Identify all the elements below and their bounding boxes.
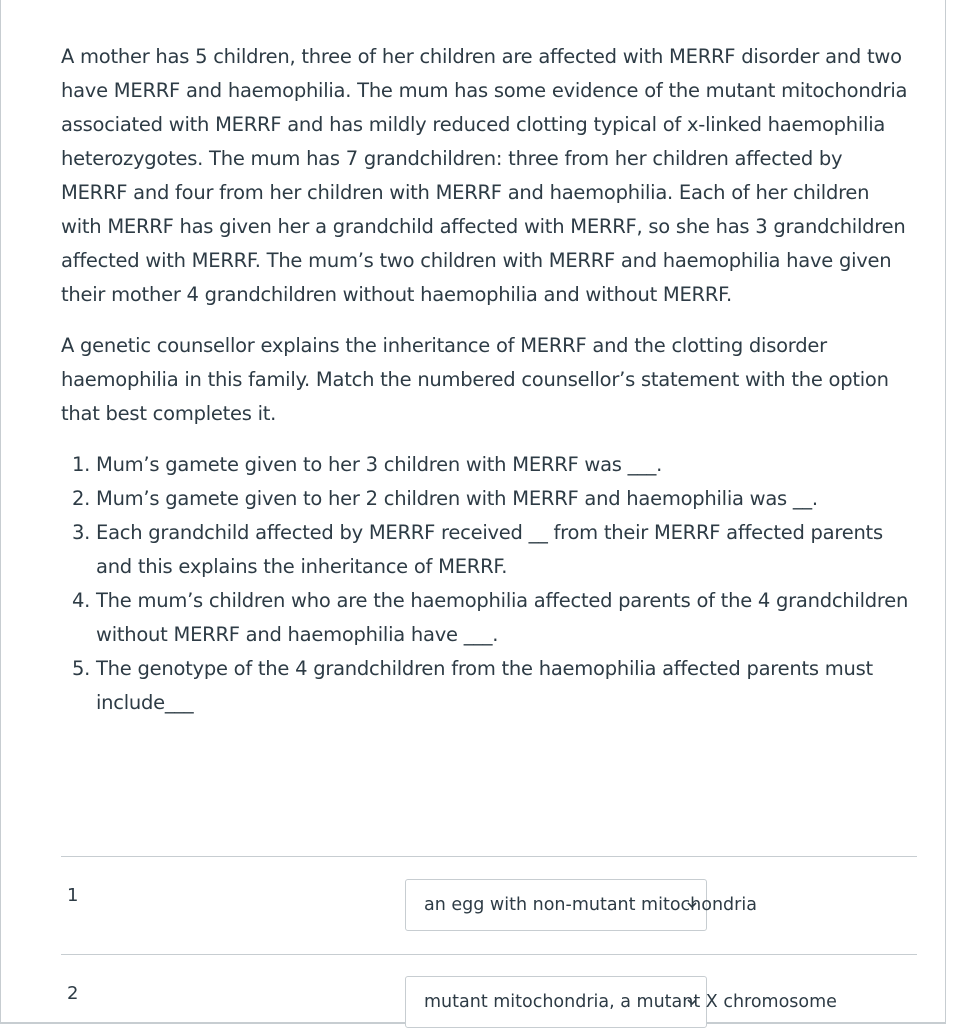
answer-divider [61,954,917,955]
question-text [61,40,911,720]
answer-select-2[interactable] [405,976,837,1028]
answer-select-value: mutant mitochondria, a mutant X chromosome [424,992,837,1012]
statement-number: 3. [72,521,91,544]
statement-item [72,482,911,516]
answer-divider [61,856,917,857]
answer-select-value: an egg with non-mutant mitochondria [424,895,757,915]
question-paragraph-2: A genetic counsellor explains the inheritance of MERRF and the clotting disorder haemophilia in this family. Match the numbered counsellor’s statement with the option that best completes it. [61,334,889,425]
statement-item [72,516,911,584]
statement-item [72,448,911,482]
answer-label-1: 1 [67,885,79,906]
chevron-down-icon [686,996,698,1008]
question-paragraph-1: A mother has 5 children, three of her children are affected with MERRF disorder and two have MERRF and haemophilia. The mum has some evidence of the mutant mitochondria associated with MERRF and has mildly reduced clotting typical of x-linked haemophilia heterozygotes. The mum has 7 grandchildren: three from her children affected by MERRF and four from her children with MERRF and haemophilia. Each of her children with MERRF has given her a grandchild affected with MERRF, so she has 3 grandchildren affected with MERRF. The mum’s two children with MERRF and haemophilia have given their mother 4 grandchildren without haemophilia and without MERRF. [61,45,908,306]
statement-text: Each grandchild affected by MERRF received __ from their MERRF affected parents and this explains the inheritance of MERRF. [96,521,883,578]
statement-text: Mum’s gamete given to her 2 children with MERRF and haemophilia was __. [96,487,818,510]
statement-text: The mum’s children who are the haemophilia affected parents of the 4 grandchildren without MERRF and haemophilia have ___. [96,589,909,646]
statement-item [72,584,911,652]
statement-number: 5. [72,657,91,680]
statement-text: Mum’s gamete given to her 3 children with MERRF was ___. [96,453,663,476]
statement-text: The genotype of the 4 grandchildren from the haemophilia affected parents must include___ [96,657,873,714]
statement-number: 4. [72,589,91,612]
statement-number: 1. [72,453,91,476]
statement-list [61,448,911,720]
answer-select-1[interactable] [405,879,757,931]
statement-number: 2. [72,487,91,510]
chevron-down-icon [686,899,698,911]
statement-item [72,652,911,720]
answer-label-2: 2 [67,983,79,1004]
